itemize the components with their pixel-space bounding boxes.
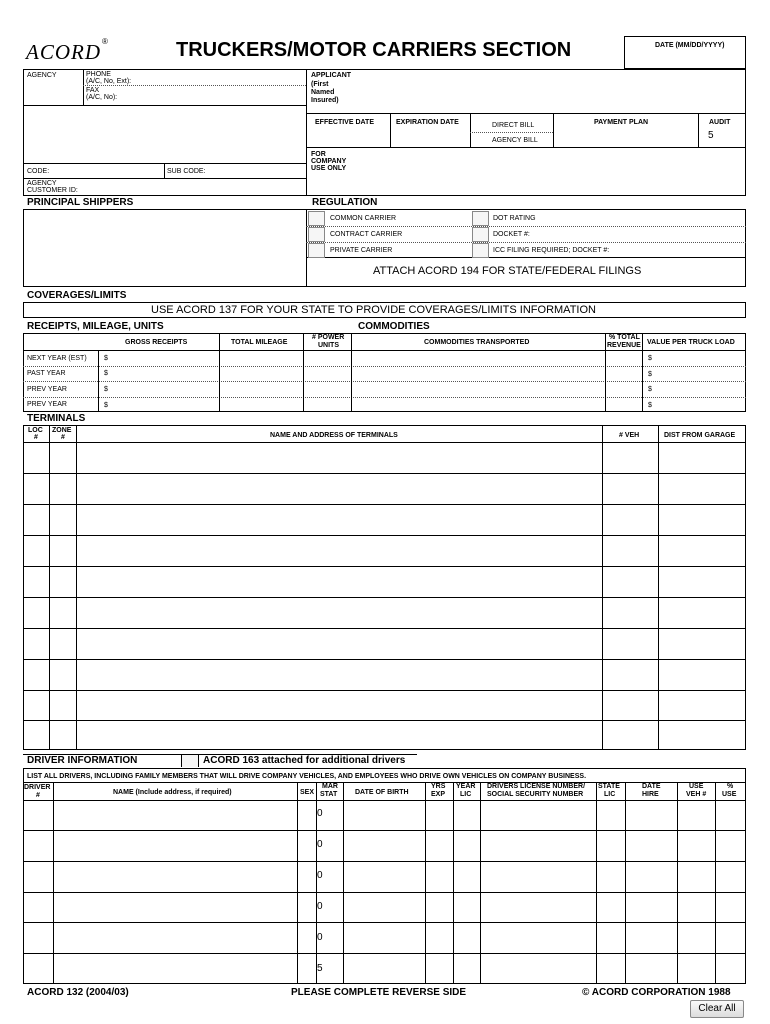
col-yrs-1: YRS bbox=[431, 783, 446, 790]
expiration-date-field[interactable]: EXPIRATION DATE bbox=[396, 119, 459, 126]
mar-stat-value[interactable]: 0 bbox=[317, 932, 323, 943]
col-use-veh-2: VEH # bbox=[686, 791, 707, 798]
receipts-row: PREV YEAR $ $ bbox=[27, 386, 652, 393]
clear-all-button[interactable]: Clear All bbox=[690, 1000, 744, 1018]
direct-bill-checkbox[interactable]: DIRECT BILL bbox=[492, 122, 535, 129]
col-value-per-load: VALUE PER TRUCK LOAD bbox=[647, 339, 735, 346]
regulation-heading: REGULATION bbox=[312, 197, 378, 208]
agency-name-field[interactable] bbox=[24, 106, 306, 162]
customer-id-field[interactable] bbox=[84, 179, 306, 195]
col-state-2: LIC bbox=[604, 791, 616, 798]
mar-stat-value[interactable]: 0 bbox=[317, 839, 323, 850]
private-carrier-checkbox[interactable] bbox=[308, 243, 325, 258]
col-power-units-1: # POWER bbox=[312, 334, 345, 341]
receipts-row: NEXT YEAR (EST) $ $ bbox=[27, 355, 652, 362]
col-pct-use-1: % bbox=[727, 783, 734, 790]
col-zone-1: ZONE bbox=[52, 427, 72, 434]
col-hire-1: DATE bbox=[642, 783, 661, 790]
audit-value: 5 bbox=[708, 130, 714, 141]
col-revenue-2: REVENUE bbox=[607, 342, 641, 349]
mar-stat-value[interactable]: 5 bbox=[317, 963, 323, 974]
subcode-label: SUB CODE: bbox=[167, 168, 206, 175]
code-label: CODE: bbox=[27, 168, 50, 175]
col-loc-2: # bbox=[34, 434, 38, 441]
acord-logo-text: ACORD bbox=[26, 40, 101, 64]
col-commodities-transported: COMMODITIES TRANSPORTED bbox=[424, 339, 530, 346]
col-mar-1: MAR bbox=[322, 783, 338, 790]
col-year-2: LIC bbox=[460, 791, 472, 798]
commodities-heading: COMMODITIES bbox=[358, 321, 430, 332]
col-total-mileage: TOTAL MILEAGE bbox=[231, 339, 288, 346]
docket-label: DOCKET #: bbox=[493, 231, 530, 238]
applicant-field[interactable]: APPLICANT (First Named Insured) bbox=[311, 72, 352, 104]
date-field[interactable] bbox=[624, 36, 746, 69]
col-dist-from-garage: DIST FROM GARAGE bbox=[664, 432, 736, 439]
contract-carrier-label: CONTRACT CARRIER bbox=[330, 231, 403, 238]
registered-mark: ® bbox=[102, 37, 108, 46]
docket-checkbox[interactable] bbox=[472, 227, 489, 242]
reverse-note: PLEASE COMPLETE REVERSE SIDE bbox=[291, 987, 467, 998]
col-terminal-name: NAME AND ADDRESS OF TERMINALS bbox=[270, 432, 398, 439]
coverages-heading: COVERAGES/LIMITS bbox=[27, 290, 127, 301]
coverages-note-box bbox=[23, 302, 746, 318]
col-loc-1: LOC bbox=[28, 427, 43, 434]
icc-filing-checkbox[interactable] bbox=[472, 243, 489, 258]
col-veh: # VEH bbox=[619, 432, 640, 439]
col-yrs-2: EXP bbox=[431, 791, 446, 798]
page-title: TRUCKERS/MOTOR CARRIERS SECTION bbox=[176, 39, 572, 61]
col-mar-2: STAT bbox=[320, 791, 338, 798]
attach-acord-194-note: ATTACH ACORD 194 FOR STATE/FEDERAL FILINGS bbox=[373, 265, 642, 277]
dot-rating-label: DOT RATING bbox=[493, 215, 536, 222]
mar-stat-value[interactable]: 0 bbox=[317, 808, 323, 819]
col-state-1: STATE bbox=[598, 783, 620, 790]
drivers-instruction: LIST ALL DRIVERS, INCLUDING FAMILY MEMBERS THAT WILL DRIVE COMPANY VEHICLES, AND EMPLOYEES WHO DRIVE OWN VEHICLES ON COMPANY BUSINESS. bbox=[27, 773, 587, 780]
col-driver-2: # bbox=[36, 792, 40, 799]
code-field[interactable] bbox=[55, 164, 163, 178]
principal-shippers-heading: PRINCIPAL SHIPPERS bbox=[27, 197, 134, 208]
agency-label: AGENCY bbox=[27, 72, 57, 79]
contract-carrier-checkbox[interactable] bbox=[308, 227, 325, 242]
mar-stat-value[interactable]: 0 bbox=[317, 870, 323, 881]
customer-id-label-1: AGENCY bbox=[27, 180, 57, 187]
common-carrier-label: COMMON CARRIER bbox=[330, 215, 397, 222]
form-id: ACORD 132 (2004/03) bbox=[27, 987, 129, 998]
agency-bill-checkbox[interactable]: AGENCY BILL bbox=[492, 137, 538, 144]
phone-field[interactable]: PHONE (A/C, No, Ext): bbox=[86, 71, 132, 85]
acord163-checkbox[interactable] bbox=[182, 755, 198, 767]
acord-logo bbox=[24, 38, 110, 64]
fax-field[interactable]: FAX (A/C, No): bbox=[86, 87, 118, 101]
terminals-heading: TERMINALS bbox=[27, 413, 86, 424]
mar-stat-value[interactable]: 0 bbox=[317, 901, 323, 912]
customer-id-label-2: CUSTOMER ID: bbox=[27, 187, 78, 194]
receipts-heading: RECEIPTS, MILEAGE, UNITS bbox=[27, 321, 164, 332]
col-year-1: YEAR bbox=[456, 783, 476, 790]
col-revenue-1: % TOTAL bbox=[609, 334, 640, 341]
col-hire-2: HIRE bbox=[642, 791, 659, 798]
private-carrier-label: PRIVATE CARRIER bbox=[330, 247, 393, 254]
principal-shippers-field[interactable] bbox=[24, 210, 306, 286]
date-label: DATE (MM/DD/YYYY) bbox=[655, 42, 725, 49]
col-driver-name: NAME (Include address, if required) bbox=[113, 789, 232, 796]
effective-date-field[interactable]: EFFECTIVE DATE bbox=[315, 119, 374, 126]
col-gross-receipts: GROSS RECEIPTS bbox=[125, 339, 188, 346]
icc-filing-label: ICC FILING REQUIRED; DOCKET #: bbox=[493, 247, 610, 254]
dot-rating-checkbox[interactable] bbox=[472, 211, 489, 226]
acord163-label: ACORD 163 attached for additional drivers bbox=[203, 755, 406, 766]
receipts-row: PAST YEAR $ $ bbox=[27, 370, 652, 378]
payment-plan-field[interactable]: PAYMENT PLAN bbox=[594, 119, 649, 126]
company-use-field[interactable]: FOR COMPANY USE ONLY bbox=[311, 151, 347, 172]
col-license-2: SOCIAL SECURITY NUMBER bbox=[487, 791, 584, 798]
common-carrier-checkbox[interactable] bbox=[308, 211, 325, 226]
coverages-note: USE ACORD 137 FOR YOUR STATE TO PROVIDE COVERAGES/LIMITS INFORMATION bbox=[151, 304, 596, 316]
audit-field[interactable]: AUDIT 5 bbox=[708, 119, 731, 141]
col-license-1: DRIVERS LICENSE NUMBER/ bbox=[487, 783, 586, 790]
col-driver-1: DRIVER bbox=[24, 784, 51, 791]
col-zone-2: # bbox=[61, 434, 65, 441]
col-sex: SEX bbox=[300, 789, 315, 796]
col-power-units-2: UNITS bbox=[318, 342, 339, 349]
copyright: © ACORD CORPORATION 1988 bbox=[582, 987, 731, 998]
driver-info-heading: DRIVER INFORMATION bbox=[27, 755, 138, 766]
col-dob: DATE OF BIRTH bbox=[355, 789, 409, 796]
col-use-veh-1: USE bbox=[689, 783, 704, 790]
col-pct-use-2: USE bbox=[722, 791, 737, 798]
subcode-field[interactable] bbox=[212, 164, 306, 178]
receipts-row: PREV YEAR $ $ bbox=[27, 401, 652, 409]
